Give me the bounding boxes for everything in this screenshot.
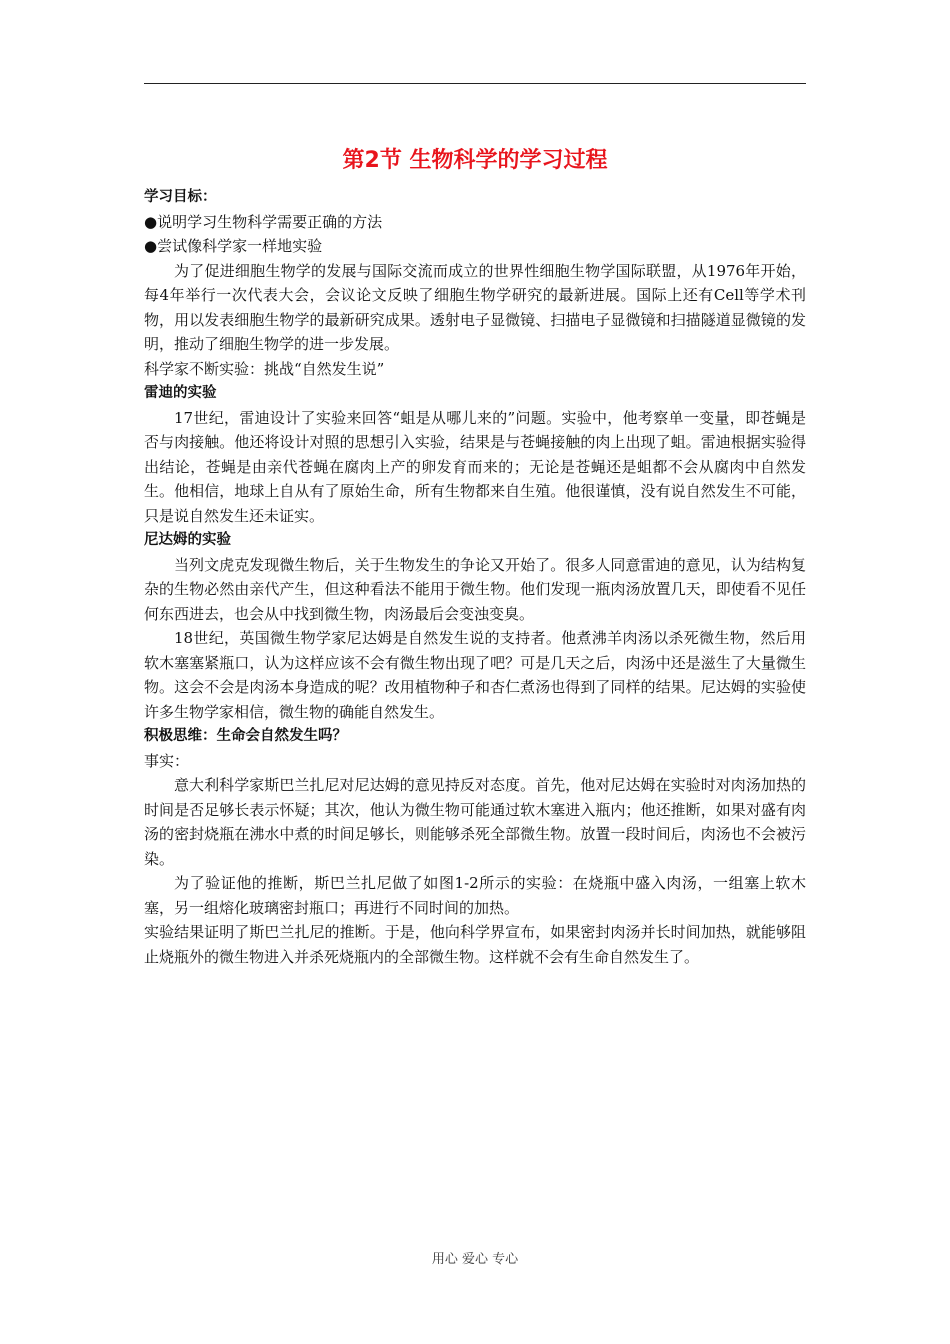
header-rule bbox=[144, 83, 806, 84]
needham-heading: 尼达姆的实验 bbox=[144, 532, 231, 548]
spallanzani-paragraph-1: 意大利科学家斯巴兰扎尼对尼达姆的意见持反对态度。首先，他对尼达姆在实验时对肉汤加热的时间是否足够长表示怀疑；其次，他认为微生物可能通过软木塞进入瓶内；他还推断，如果对盛有肉汤的密封烧瓶在沸水中煮的时间足够长，则能够杀死全部微生物。放置一段时间后，肉汤也不会被污染。 bbox=[144, 776, 806, 868]
challenge-line: 科学家不断实验：挑战“自然发生说” bbox=[144, 359, 385, 378]
objectives-heading: 学习目标： bbox=[144, 189, 217, 205]
spallanzani-paragraph-2: 为了验证他的推断，斯巴兰扎尼做了如图1-2所示的实验：在烧瓶中盛入肉汤，一组塞上软木塞，另一组熔化玻璃密封瓶口；再进行不同时间的加热。 bbox=[144, 874, 806, 917]
objective-item: ●说明学习生物科学需要正确的方法 bbox=[144, 212, 383, 231]
result-paragraph: 实验结果证明了斯巴兰扎尼的推断。于是，他向科学界宣布，如果密封肉汤并长时间加热，就能够阻止烧瓶外的微生物进入并杀死烧瓶内的全部微生物。这样就不会有生命自然发生了。 bbox=[144, 923, 806, 966]
page-title: 第2节 生物科学的学习过程 bbox=[342, 148, 608, 173]
needham-paragraph-2: 18世纪，英国微生物学家尼达姆是自然发生说的支持者。他煮沸羊肉汤以杀死微生物，然后用软木塞塞紧瓶口，认为这样应该不会有微生物出现了吧？可是几天之后，肉汤中还是滋生了大量微生物。这会不会是肉汤本身造成的呢？改用植物种子和杏仁煮汤也得到了同样的结果。尼达姆的实验使许多生物学家相信，微生物的确能自然发生。 bbox=[144, 629, 806, 721]
facts-label: 事实： bbox=[144, 751, 190, 770]
intro-paragraph: 为了促进细胞生物学的发展与国际交流而成立的世界性细胞生物学国际联盟，从1976年开始，每4年举行一次代表大会，会议论文反映了细胞生物学研究的最新进展。国际上还有Cell等学术刊物，用以发表细胞生物学的最新研究成果。透射电子显微镜、扫描电子显微镜和扫描隧道显微镜的发明，推动了细胞生物学的进一步发展。 bbox=[144, 261, 806, 353]
document-body bbox=[144, 146, 806, 969]
objective-item: ●尝试像科学家一样地实验 bbox=[144, 237, 323, 255]
thinking-heading: 积极思维：生命会自然发生吗？ bbox=[144, 728, 347, 744]
redi-heading: 雷迪的实验 bbox=[144, 385, 217, 401]
needham-paragraph-1: 当列文虎克发现微生物后，关于生物发生的争论又开始了。很多人同意雷迪的意见，认为结构复杂的生物必然由亲代产生，但这种看法不能用于微生物。他们发现一瓶肉汤放置几天，即使看不见任何东西进去，也会从中找到微生物，肉汤最后会变浊变臭。 bbox=[144, 555, 806, 623]
page-footer: 用心 爱心 专心 bbox=[431, 1252, 519, 1267]
redi-paragraph: 17世纪，雷迪设计了实验来回答“蛆是从哪儿来的”问题。实验中，他考察单一变量，即苍蝇是否与肉接触。他还将设计对照的思想引入实验，结果是与苍蝇接触的肉上出现了蛆。雷迪根据实验得出结论，苍蝇是由亲代苍蝇在腐肉上产的卵发育而来的；无论是苍蝇还是蛆都不会从腐肉中自然发生。他相信，地球上自从有了原始生命，所有生物都来自生殖。他很谨慎，没有说自然发生不可能，只是说自然发生还未证实。 bbox=[144, 408, 806, 525]
